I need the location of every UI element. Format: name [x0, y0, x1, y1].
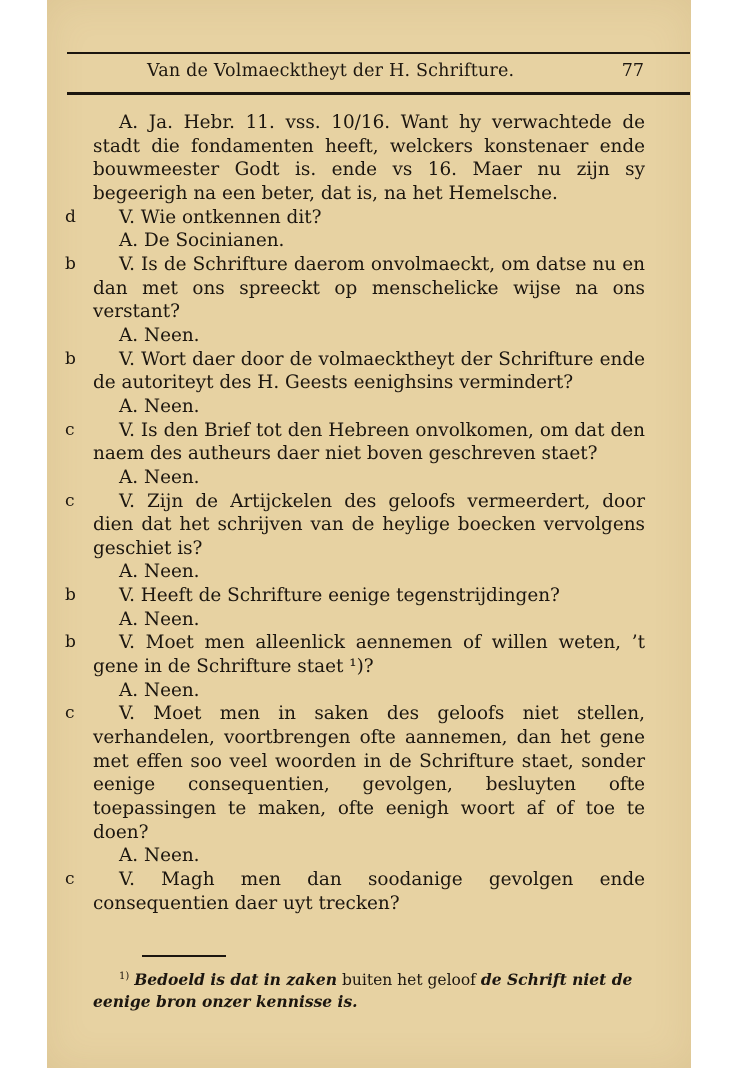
margin-note: b	[65, 348, 76, 369]
paragraph-answer	[93, 466, 645, 490]
catechism-text	[65, 111, 645, 915]
paragraph-text: V. Heeft de Schrifture eenige tegenstrijdingen?	[119, 585, 560, 607]
paragraph-text: A. Neen.	[119, 608, 200, 630]
paragraph-question	[65, 253, 645, 324]
paragraph-text: V. Moet men alleenlick aennemen of willen weten, ’t gene in de Schrifture staet ¹)?	[93, 632, 645, 678]
paragraph-question	[65, 348, 645, 395]
paragraph-text: V. Is den Brief tot den Hebreen onvolkomen, om dat den naem des autheurs daer niet boven geschreven staet?	[93, 419, 645, 465]
paragraph-text: A. Neen.	[119, 561, 200, 583]
footnote-italic-part: de Schrift niet de eenige bron onzer kennisse is.	[93, 970, 633, 1012]
book-page	[47, 0, 691, 1068]
paragraph-text: V. Is de Schrifture daerom onvolmaeckt, om datse nu en dan met ons spreeckt op menschelicke wijse na ons verstant?	[93, 253, 645, 323]
paragraph-answer	[93, 229, 645, 253]
margin-note: c	[65, 869, 75, 889]
paragraph-question	[65, 206, 645, 230]
paragraph-answer	[93, 679, 645, 703]
paragraph-text: A. Neen.	[119, 466, 200, 488]
paragraph-text: V. Wie ontkennen dit?	[119, 206, 322, 228]
margin-note: d	[65, 206, 76, 227]
page-number: 77	[621, 61, 644, 81]
paragraph-text: A. Ja. Hebr. 11. vss. 10/16. Want hy verwachtede de stadt die fondamenten heeft, welckers konstenaer ende bouwmeester Godt is. ende vs 16. Maer nu zijn sy begeerigh na een beter, dat is, na het Hemelsche.	[93, 112, 645, 204]
paragraph-answer	[93, 844, 645, 868]
margin-note: c	[65, 703, 75, 724]
margin-note: b	[65, 585, 76, 606]
paragraph-answer	[93, 324, 645, 348]
running-title: Van de Volmaecktheyt der H. Schrifture.	[147, 61, 515, 81]
paragraph-text: V. Zijn de Artijckelen des geloofs vermeerdert, door dien dat het schrijven van de heylige boecken vervolgens geschiet is?	[93, 490, 645, 559]
paragraph-question	[65, 490, 645, 561]
paragraph-text: A. Neen.	[119, 845, 200, 867]
footnote-italic-part: Bedoeld is dat in zaken	[134, 970, 338, 990]
paragraph-text: A. Neen.	[119, 679, 200, 701]
paragraph-question	[65, 702, 645, 844]
paragraph-text: V. Wort daer door de volmaecktheyt der Schrifture ende de autoriteyt des H. Geests eenighsins vermindert?	[93, 348, 645, 394]
header-rule-bottom	[67, 92, 690, 95]
paragraph-question	[65, 631, 645, 678]
margin-note: c	[65, 490, 75, 511]
paragraph-question	[65, 584, 645, 608]
paragraph-question	[65, 419, 645, 466]
paragraph-text: V. Magh men dan soodanige gevolgen ende consequentien daer uyt trecken?	[93, 869, 645, 914]
paragraph-answer	[93, 111, 645, 206]
margin-note: c	[65, 419, 75, 440]
paragraph-text: A. Neen.	[119, 395, 200, 417]
footnote	[93, 966, 673, 1013]
paragraph-text: V. Moet men in saken des geloofs niet stellen, verhandelen, voortbrengen ofte aannemen, dan het gene met effen soo veel woorden in de Schrifture staet, sonder eenige consequentien, gevolgen, besluyten ofte toepassingen te maken, ofte eenigh woort af of toe te doen?	[93, 703, 645, 843]
footnote-plain-part: buiten het geloof	[341, 971, 476, 990]
header-rule-top	[67, 52, 690, 54]
margin-note: b	[65, 632, 76, 653]
margin-note: b	[65, 253, 76, 274]
paragraph-answer	[93, 608, 645, 632]
paragraph-text: A. Neen.	[119, 324, 200, 346]
paragraph-text: A. De Socinianen.	[119, 230, 285, 252]
paragraph-answer	[93, 395, 645, 419]
paragraph-answer	[93, 560, 645, 584]
footnote-marker: 1)	[119, 971, 130, 982]
footnote-rule	[142, 955, 226, 957]
paragraph-question	[65, 868, 645, 915]
